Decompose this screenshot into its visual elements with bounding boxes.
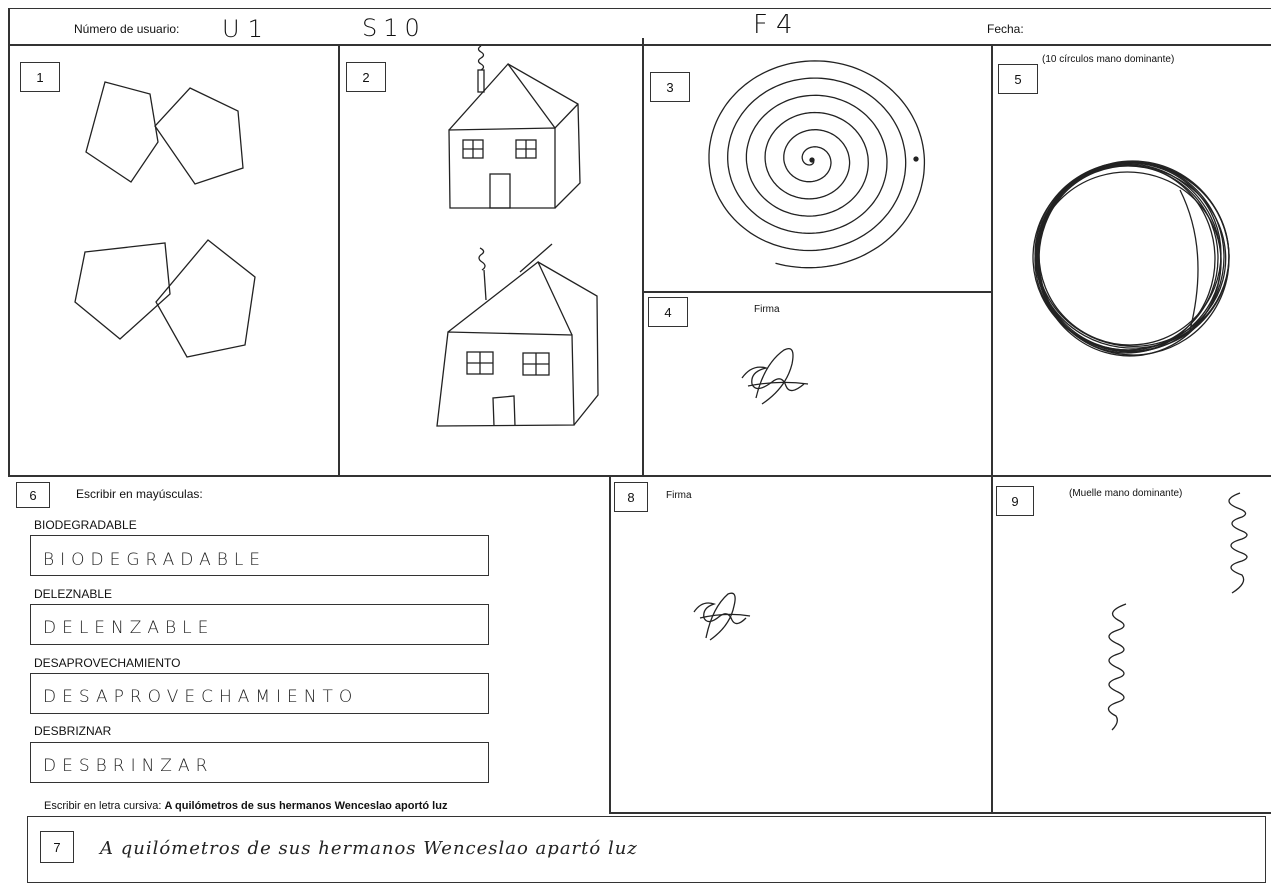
panel-3-number: 3 (650, 72, 690, 102)
user-number-label: Número de usuario: (74, 22, 180, 36)
word-answer-2: DELENZABLE (43, 618, 215, 638)
panel-6-instruction: Escribir en mayúsculas: (76, 487, 203, 501)
panel-8-number: 8 (614, 482, 648, 512)
word-prompt-1: BIODEGRADABLE (34, 518, 137, 532)
word-answer-1: BIODEGRADABLE (43, 550, 267, 570)
date-label: Fecha: (987, 22, 1024, 36)
panel-5-number: 5 (998, 64, 1038, 94)
panel-9-number: 9 (996, 486, 1034, 516)
word-prompt-3: DESAPROVECHAMIENTO (34, 656, 181, 670)
panel-9-caption: (Muelle mano dominante) (1069, 488, 1183, 499)
panel-1-number: 1 (20, 62, 60, 92)
panel-4-caption: Firma (754, 304, 780, 315)
word-answer-3: DESAPROVECHAMIENTO (43, 687, 359, 707)
word-prompt-2: DELEZNABLE (34, 587, 113, 601)
panel-7-instruction-phrase: A quilómetros de sus hermanos Wenceslao aportó luz (164, 800, 448, 812)
cursive-answer: A quilómetros de sus hermanos Wenceslao apartó luz (100, 838, 638, 859)
panel-5-caption: (10 círculos mano dominante) (1042, 54, 1175, 65)
word-answer-4: DESBRINZAR (43, 756, 214, 776)
user-number-value: U1 (222, 15, 271, 43)
panel-4-number: 4 (648, 297, 688, 327)
word-prompt-4: DESBRIZNAR (34, 724, 112, 738)
panel-7-instruction-prefix: Escribir en letra cursiva: (44, 800, 162, 812)
session-value: S10 (362, 14, 426, 42)
panel-6-number: 6 (16, 482, 50, 508)
form-value: F4 (753, 10, 801, 40)
panel-8-caption: Firma (666, 490, 692, 501)
panel-7-number: 7 (40, 831, 74, 863)
panel-2-number: 2 (346, 62, 386, 92)
